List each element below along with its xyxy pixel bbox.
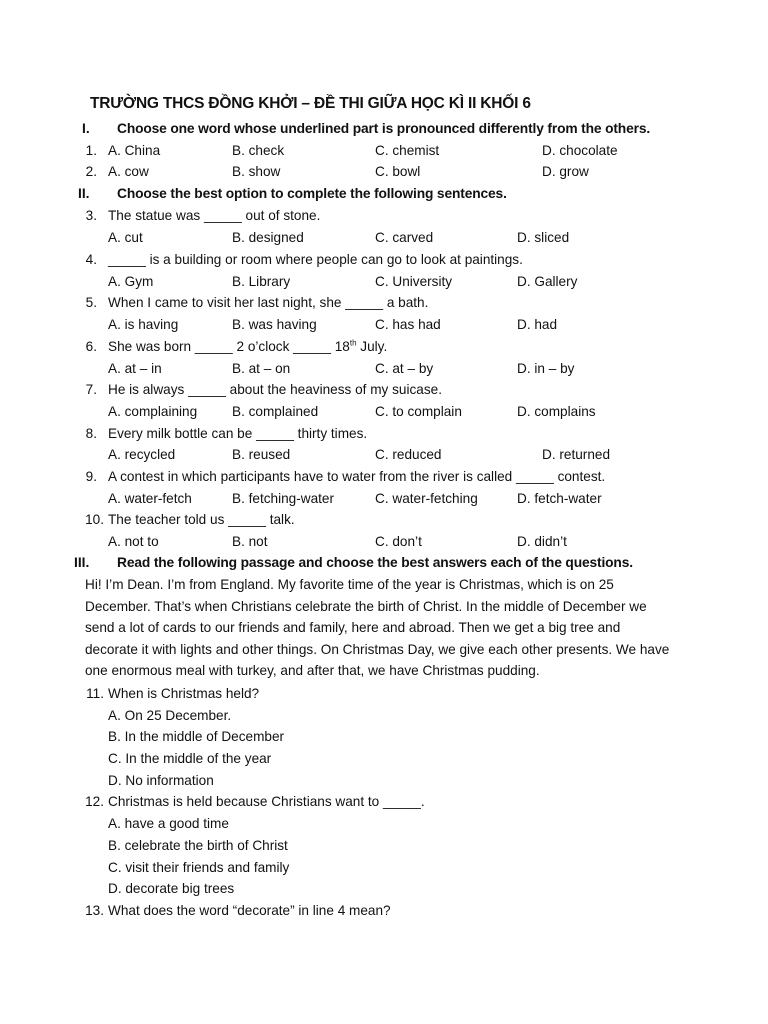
option-b: B. fetching-water bbox=[232, 491, 334, 506]
question-text: The teacher told us _____ talk. bbox=[108, 512, 295, 527]
option-c: C. don’t bbox=[375, 534, 422, 549]
option-d: D. had bbox=[517, 317, 558, 332]
option-c: C. water-fetching bbox=[375, 491, 478, 506]
passage-line: send a lot of cards to our friends and family, here and abroad. Then we get a big tree and bbox=[85, 620, 621, 636]
question-number: 7. bbox=[85, 382, 97, 397]
question-number: 9. bbox=[85, 469, 97, 484]
option-b: B. check bbox=[232, 143, 285, 158]
option-d: D. decorate big trees bbox=[108, 881, 235, 896]
section-title: Choose the best option to complete the following sentences. bbox=[117, 186, 507, 201]
section-title: Choose one word whose underlined part is pronounced differently from the others. bbox=[117, 121, 651, 136]
option-d: D. Gallery bbox=[517, 274, 578, 289]
question-text: She was born _____ 2 o’clock _____ 18th July. bbox=[108, 338, 388, 354]
question-text: _____ is a building or room where people can go to look at paintings. bbox=[108, 252, 523, 267]
question-text: What does the word “decorate” in line 4 mean? bbox=[108, 903, 391, 918]
option-a: A. not to bbox=[108, 534, 159, 549]
option-d: D. returned bbox=[542, 447, 611, 462]
question-number: 6. bbox=[85, 339, 97, 354]
option-b: B. designed bbox=[232, 230, 304, 245]
question-text: When I came to visit her last night, she _____ a bath. bbox=[108, 295, 429, 310]
section-title: Read the following passage and choose the best answers each of the questions. bbox=[117, 555, 633, 570]
option-d: D. grow bbox=[542, 164, 589, 179]
option-b: B. not bbox=[232, 534, 268, 549]
question-text: A contest in which participants have to water from the river is called _____ contest. bbox=[108, 469, 606, 484]
option-d: D. complains bbox=[517, 404, 596, 419]
option-a: A. at – in bbox=[108, 361, 162, 376]
option-c: C. In the middle of the year bbox=[108, 751, 272, 766]
passage-line: Hi! I’m Dean. I’m from England. My favorite time of the year is Christmas, which is on 25 bbox=[85, 577, 614, 592]
option-c: C. reduced bbox=[375, 447, 442, 462]
question-number: 11. bbox=[86, 686, 104, 701]
section-number: II. bbox=[78, 186, 90, 201]
option-d: D. chocolate bbox=[542, 143, 618, 158]
question-number: 1. bbox=[85, 143, 97, 158]
question-text: The statue was _____ out of stone. bbox=[108, 208, 321, 223]
option-a: A. On 25 December. bbox=[108, 708, 232, 723]
question-number: 3. bbox=[85, 208, 97, 223]
question-text: Christmas is held because Christians want to _____. bbox=[108, 794, 425, 809]
question-number: 5. bbox=[85, 295, 97, 310]
question-text: When is Christmas held? bbox=[108, 686, 260, 701]
passage-line: one enormous meal with turkey, and after that, we have Christmas pudding. bbox=[85, 663, 540, 679]
option-a: A. cow bbox=[108, 164, 149, 179]
option-b: B. show bbox=[232, 164, 281, 179]
section-number: III. bbox=[74, 555, 90, 570]
option-c: C. visit their friends and family bbox=[108, 860, 290, 875]
question-text: Every milk bottle can be _____ thirty times. bbox=[108, 426, 368, 441]
option-c: C. University bbox=[375, 274, 453, 289]
option-d: D. didn’t bbox=[517, 534, 567, 549]
option-b: B. was having bbox=[232, 317, 317, 332]
passage-line: December. That’s when Christians celebrate the birth of Christ. In the middle of December we bbox=[85, 598, 647, 614]
option-a: A. cut bbox=[108, 230, 143, 245]
question-number: 12. bbox=[85, 794, 104, 809]
option-c: C. at – by bbox=[375, 361, 434, 376]
option-d: D. sliced bbox=[517, 230, 570, 245]
option-a: A. Gym bbox=[108, 274, 154, 289]
option-b: B. at – on bbox=[232, 361, 291, 376]
question-number: 10. bbox=[85, 512, 104, 527]
reading-passage bbox=[85, 574, 685, 682]
option-c: C. has had bbox=[375, 317, 441, 332]
passage-line: decorate it with lights and other things. On Christmas Day, we give each other presents. We have bbox=[85, 641, 670, 657]
page-title: TRƯỜNG THCS ĐỒNG KHỞI – ĐỀ THI GIỮA HỌC KÌ II KHỐI 6 bbox=[90, 95, 531, 112]
section-number: I. bbox=[82, 121, 90, 136]
option-b: B. complained bbox=[232, 404, 319, 419]
question-number: 13. bbox=[85, 903, 104, 918]
option-b: B. celebrate the birth of Christ bbox=[108, 838, 288, 853]
option-a: A. China bbox=[108, 143, 161, 158]
option-d: D. fetch-water bbox=[517, 491, 602, 506]
question-number: 8. bbox=[85, 426, 97, 441]
option-c: C. carved bbox=[375, 230, 434, 245]
option-a: A. water-fetch bbox=[108, 491, 192, 506]
question-number: 4. bbox=[85, 252, 97, 267]
question-text: He is always _____ about the heaviness of my suicase. bbox=[108, 382, 442, 397]
option-c: C. bowl bbox=[375, 164, 421, 179]
option-a: A. have a good time bbox=[108, 816, 229, 831]
option-b: B. reused bbox=[232, 447, 291, 462]
option-c: C. to complain bbox=[375, 404, 462, 419]
option-a: A. is having bbox=[108, 317, 179, 332]
question-number: 2. bbox=[85, 164, 97, 179]
option-b: B. In the middle of December bbox=[108, 729, 285, 744]
option-c: C. chemist bbox=[375, 143, 440, 158]
option-a: A. recycled bbox=[108, 447, 176, 462]
option-a: A. complaining bbox=[108, 404, 198, 419]
option-d: D. in – by bbox=[517, 361, 575, 376]
option-d: D. No information bbox=[108, 773, 214, 788]
option-b: B. Library bbox=[232, 274, 291, 289]
